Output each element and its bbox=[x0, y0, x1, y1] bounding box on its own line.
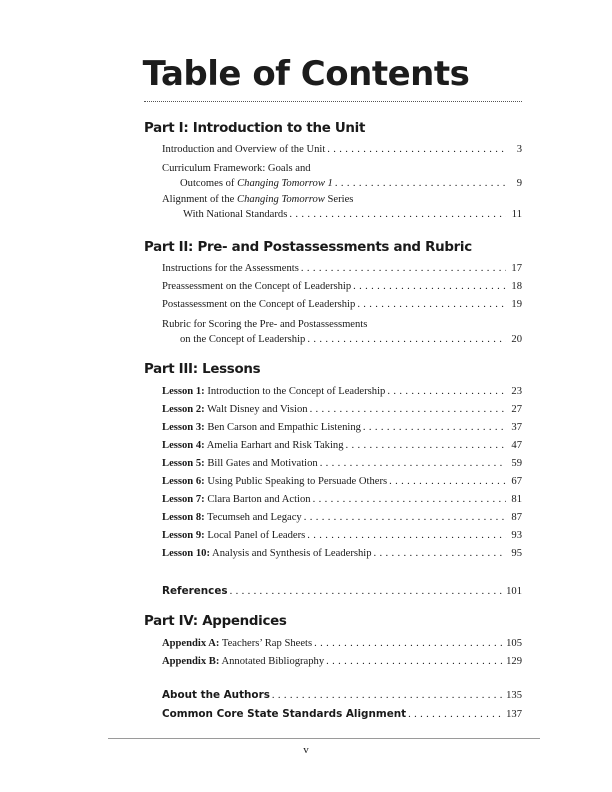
toc-entry[interactable] bbox=[162, 279, 522, 294]
toc-entry[interactable] bbox=[162, 142, 522, 157]
dot-leader bbox=[408, 707, 504, 722]
dot-leader bbox=[304, 510, 506, 525]
toc-entry-lesson[interactable] bbox=[162, 474, 522, 489]
toc-entry-references[interactable] bbox=[162, 584, 522, 599]
toc-entry-appendix[interactable] bbox=[162, 636, 522, 651]
entry-title: Clara Barton and Action bbox=[204, 494, 311, 505]
toc-entry-lesson[interactable] bbox=[162, 492, 522, 507]
dot-leader bbox=[272, 688, 504, 703]
entry-title: References bbox=[162, 585, 228, 597]
entry-title: Introduction and Overview of the Unit bbox=[162, 144, 326, 155]
dot-leader bbox=[307, 528, 506, 543]
dot-leader bbox=[327, 142, 506, 157]
entry-title-line: Rubric for Scoring the Pre- and Postassessments bbox=[162, 319, 368, 330]
page-number: 18 bbox=[511, 281, 522, 292]
dot-leader bbox=[313, 492, 506, 507]
page-number: 9 bbox=[516, 178, 522, 189]
lesson-label: Lesson 7: bbox=[162, 494, 205, 505]
page-number: 67 bbox=[511, 476, 522, 487]
book-title: Changing Tomorrow bbox=[237, 194, 325, 205]
page-number: 105 bbox=[506, 638, 522, 649]
toc-entry-lesson[interactable] bbox=[162, 438, 522, 453]
toc-entry-appendix[interactable] bbox=[162, 654, 522, 669]
dot-leader bbox=[301, 261, 506, 276]
dot-leader bbox=[320, 456, 506, 471]
toc-entry[interactable] bbox=[162, 261, 522, 276]
dot-leader bbox=[307, 332, 506, 347]
toc-entry-standards-alignment[interactable] bbox=[162, 707, 522, 722]
page-number: 101 bbox=[506, 586, 522, 597]
page-number: 3 bbox=[516, 144, 522, 155]
dot-leader bbox=[353, 279, 506, 294]
entry-title: About the Authors bbox=[162, 689, 270, 701]
entry-title: Instructions for the Assessments bbox=[162, 263, 299, 274]
entry-title: Ben Carson and Empathic Listening bbox=[204, 422, 361, 433]
dot-leader bbox=[314, 636, 504, 651]
dot-leader bbox=[374, 546, 506, 561]
footer-divider bbox=[108, 738, 540, 739]
dot-leader bbox=[387, 384, 506, 399]
page-number: 27 bbox=[511, 404, 522, 415]
entry-title-line: Alignment of the bbox=[162, 194, 238, 205]
dot-leader bbox=[346, 438, 507, 453]
entry-title: Preassessment on the Concept of Leadership bbox=[162, 281, 352, 292]
page-number: 19 bbox=[511, 299, 522, 310]
entry-title: Bill Gates and Motivation bbox=[204, 458, 318, 469]
appendix-label: Appendix B: bbox=[162, 656, 220, 667]
part-heading: Part II: Pre- and Postassessments and Rubric bbox=[144, 240, 472, 255]
entry-title-line: Series bbox=[324, 194, 354, 205]
appendix-label: Appendix A: bbox=[162, 638, 220, 649]
toc-entry-lesson[interactable] bbox=[162, 456, 522, 471]
lesson-label: Lesson 8: bbox=[162, 512, 205, 523]
entry-title-line: Outcomes of bbox=[180, 178, 238, 189]
page-number: 20 bbox=[511, 334, 522, 345]
toc-entry[interactable] bbox=[162, 192, 522, 222]
entry-title: Local Panel of Leaders bbox=[204, 530, 306, 541]
page-number: 47 bbox=[511, 440, 522, 451]
entry-title: Annotated Bibliography bbox=[219, 656, 325, 667]
page-number: 81 bbox=[511, 494, 522, 505]
lesson-label: Lesson 9: bbox=[162, 530, 205, 541]
dot-leader bbox=[310, 402, 506, 417]
part-heading: Part III: Lessons bbox=[144, 362, 261, 377]
entry-title: Walt Disney and Vision bbox=[204, 404, 308, 415]
page-folio: v bbox=[303, 744, 309, 756]
page-number: 11 bbox=[511, 209, 522, 220]
entry-title: Tecumseh and Legacy bbox=[204, 512, 302, 523]
dot-leader bbox=[363, 420, 506, 435]
toc-entry-lesson[interactable] bbox=[162, 546, 522, 561]
page-number: 93 bbox=[511, 530, 522, 541]
lesson-label: Lesson 1: bbox=[162, 386, 205, 397]
toc-entry-lesson[interactable] bbox=[162, 384, 522, 399]
lesson-label: Lesson 10: bbox=[162, 548, 210, 559]
page-number: 17 bbox=[511, 263, 522, 274]
page-number: 137 bbox=[506, 709, 522, 720]
toc-entry-lesson[interactable] bbox=[162, 510, 522, 525]
page-number: 37 bbox=[511, 422, 522, 433]
dot-leader bbox=[289, 207, 506, 222]
dot-leader bbox=[389, 474, 506, 489]
entry-title-line: With National Standards bbox=[183, 209, 288, 220]
toc-entry-lesson[interactable] bbox=[162, 420, 522, 435]
lesson-label: Lesson 6: bbox=[162, 476, 205, 487]
entry-title: Postassessment on the Concept of Leadership bbox=[162, 299, 356, 310]
entry-title-line: on the Concept of Leadership bbox=[180, 334, 306, 345]
lesson-label: Lesson 3: bbox=[162, 422, 205, 433]
entry-title: Introduction to the Concept of Leadership bbox=[204, 386, 386, 397]
entry-title-line: Curriculum Framework: Goals and bbox=[162, 163, 311, 174]
part-heading: Part IV: Appendices bbox=[144, 614, 287, 629]
page-title: Table of Contents bbox=[142, 54, 470, 94]
toc-entry[interactable] bbox=[162, 161, 522, 191]
lesson-label: Lesson 4: bbox=[162, 440, 205, 451]
book-title: Changing Tomorrow 1 bbox=[237, 178, 333, 189]
lesson-label: Lesson 5: bbox=[162, 458, 205, 469]
lesson-label: Lesson 2: bbox=[162, 404, 205, 415]
entry-title: Amelia Earhart and Risk Taking bbox=[204, 440, 344, 451]
toc-entry-lesson[interactable] bbox=[162, 402, 522, 417]
page-number: 135 bbox=[506, 690, 522, 701]
page-number: 59 bbox=[511, 458, 522, 469]
toc-entry[interactable] bbox=[162, 317, 522, 347]
part-heading: Part I: Introduction to the Unit bbox=[144, 121, 366, 136]
dot-leader bbox=[326, 654, 504, 669]
toc-entry-about-authors[interactable] bbox=[162, 688, 522, 703]
toc-entry-lesson[interactable] bbox=[162, 528, 522, 543]
dot-leader bbox=[335, 176, 506, 191]
dot-leader bbox=[357, 297, 506, 312]
page-number: 129 bbox=[506, 656, 522, 667]
entry-title: Teachers’ Rap Sheets bbox=[219, 638, 313, 649]
page-number: 95 bbox=[511, 548, 522, 559]
entry-title: Using Public Speaking to Persuade Others bbox=[204, 476, 388, 487]
entry-title: Common Core State Standards Alignment bbox=[162, 708, 407, 720]
page-number: 87 bbox=[511, 512, 522, 523]
dot-leader bbox=[230, 584, 505, 599]
page-number: 23 bbox=[511, 386, 522, 397]
entry-title: Analysis and Synthesis of Leadership bbox=[209, 548, 372, 559]
toc-entry[interactable] bbox=[162, 297, 522, 312]
